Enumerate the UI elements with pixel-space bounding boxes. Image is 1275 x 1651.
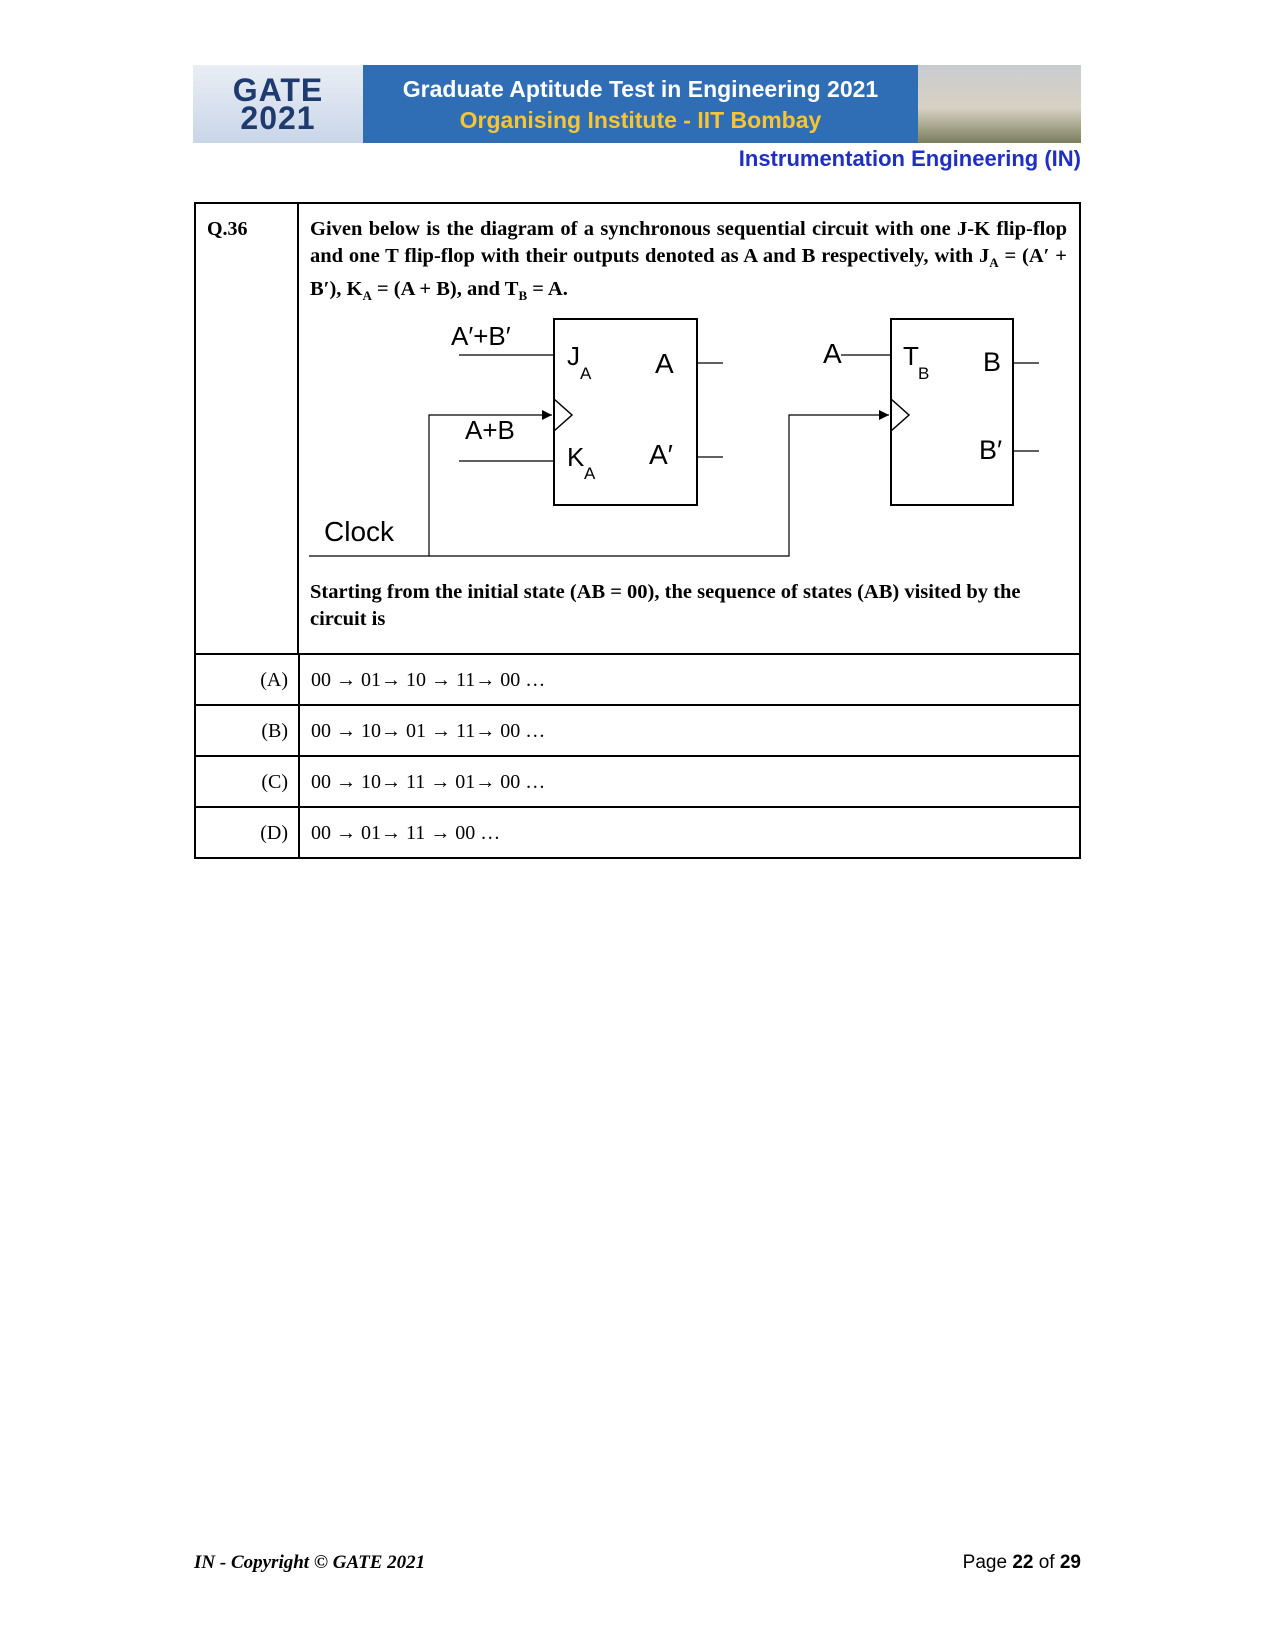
campus-photo [918, 65, 1081, 143]
question-number: Q.36 [207, 218, 248, 240]
option-label: (D) [196, 808, 300, 857]
option-text: 00 → 01→ 11 → 00 … [311, 822, 501, 845]
logo-line2: 2021 [240, 100, 316, 136]
subject-title: Instrumentation Engineering (IN) [738, 146, 1081, 171]
ff2-clock-triangle [891, 399, 909, 431]
logo-line1: GATE [232, 72, 324, 108]
ff1-k-sub: A [584, 464, 596, 484]
ff2-clock-arrow [879, 410, 889, 420]
t-input-label: A [823, 338, 842, 370]
question-intro: Given below is the diagram of a synchronous sequential circuit with one J-K flip-flop and one T flip-flop with their outputs denoted as A and B respectively, with $J_A = (A' + B')$, $K_A = (A + B)$, and $T_B = A$. [310, 218, 1067, 304]
ff2-qbar-label: B′ [979, 435, 1003, 466]
ff1-clock-arrow [542, 410, 552, 420]
question-row [196, 204, 1079, 653]
footer-copyright: IN - Copyright © GATE 2021 [194, 1552, 426, 1573]
label-k-input: A+B [465, 415, 515, 446]
banner-title-line1: Graduate Aptitude Test in Engineering 2021 [402, 76, 879, 102]
option-row-d[interactable] [196, 806, 1079, 857]
header-banner [193, 65, 1081, 143]
option-row-b[interactable] [196, 704, 1079, 755]
circuit-svg [299, 309, 1079, 579]
ff2-q-label: B [983, 347, 1002, 378]
question-table [194, 202, 1081, 859]
ff2-t-label: T [903, 341, 919, 372]
label-j-input: A′+B′ [451, 321, 511, 352]
gate-logo [193, 65, 363, 143]
option-text: 00 → 01→ 10 → 11→ 00 … [311, 669, 546, 692]
option-row-c[interactable] [196, 755, 1079, 806]
option-label: (B) [196, 706, 300, 755]
banner-title-line2: Organising Institute - IIT Bombay [459, 107, 822, 133]
option-text: 00 → 10→ 01 → 11→ 00 … [311, 720, 546, 743]
option-row-a[interactable] [196, 653, 1079, 704]
question-prompt: Starting from the initial state (AB = 00), the sequence of states (AB) visited by the circuit is [310, 581, 1021, 631]
ff1-clock-triangle [554, 399, 572, 431]
banner-title [363, 65, 918, 143]
footer-page-number: Page 22 of 29 [962, 1552, 1081, 1573]
circuit-diagram [299, 309, 1079, 579]
ff1-j-label: J [567, 341, 580, 372]
option-text: 00 → 10→ 11 → 01→ 00 … [311, 771, 546, 794]
ff1-j-sub: A [580, 364, 592, 384]
label-clock: Clock [324, 516, 395, 548]
option-label: (C) [196, 757, 300, 806]
ff1-k-label: K [567, 442, 585, 473]
ff2-t-sub: B [918, 364, 930, 384]
ff1-qbar-label: A′ [649, 439, 673, 471]
option-label: (A) [196, 655, 300, 704]
ff1-q-label: A [655, 348, 674, 380]
